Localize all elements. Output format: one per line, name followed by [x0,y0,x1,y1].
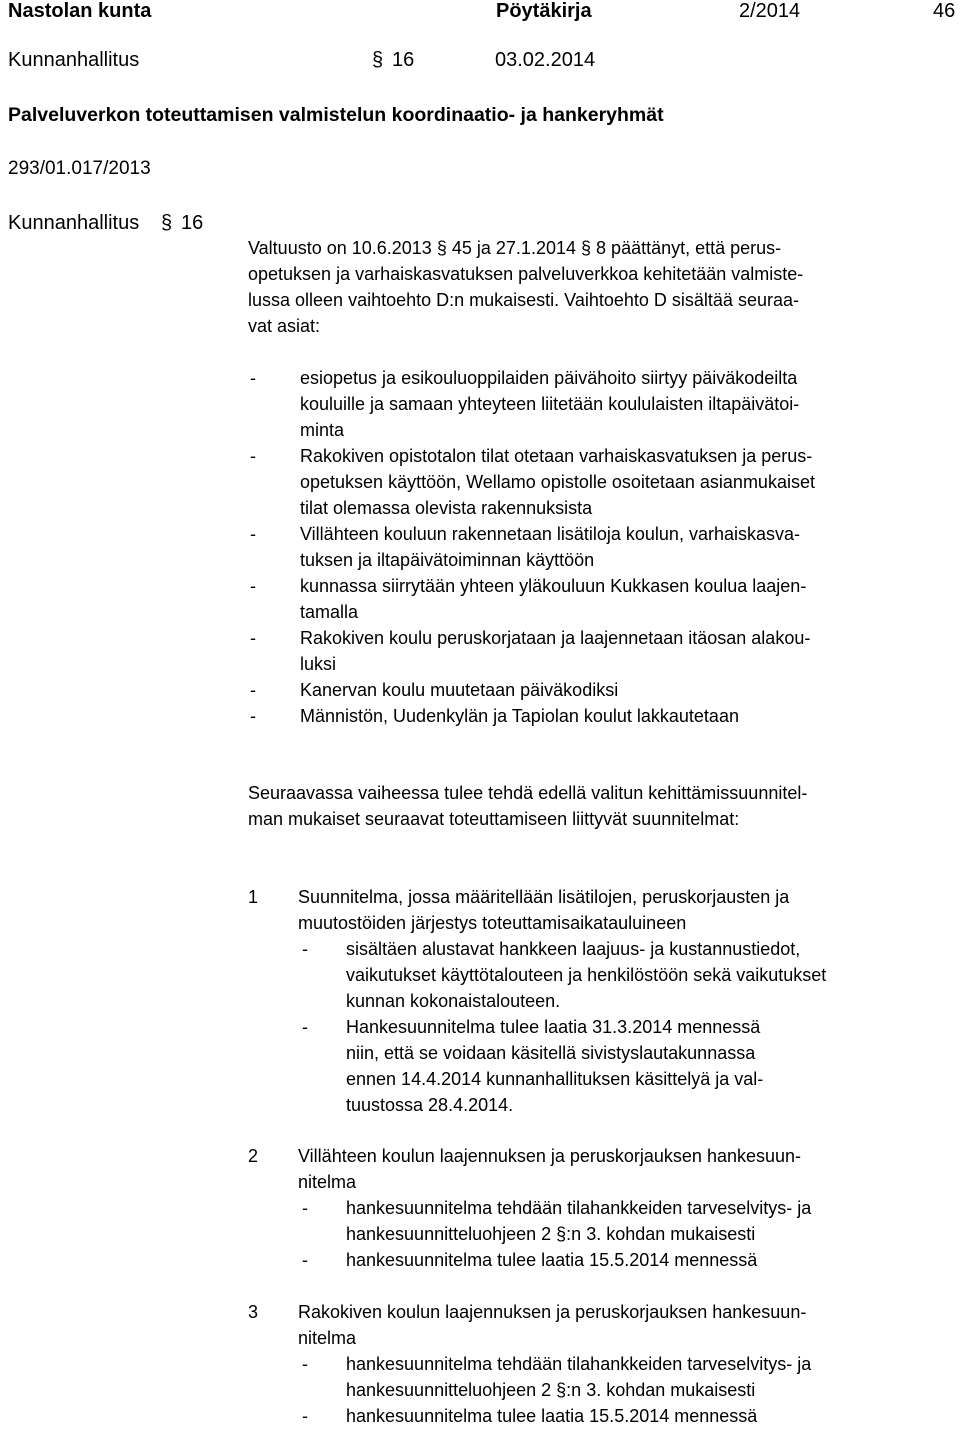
plan-number: 3 [248,1302,259,1322]
document-number: 2/2014 [739,0,801,22]
plan-title-line: nitelma [298,1328,357,1348]
intro-line-1a: Valtuusto on 10.6.2013 [248,238,432,258]
plan-sub-text-line: hankesuunnitelma tulee laatia 15.5.2014 mennessä [346,1250,758,1270]
plan-sub-text-line: hankesuunnitteluohjeen 2 §:n 3. kohdan mukaisesti [346,1224,756,1244]
bullet-dash: - [250,576,256,596]
bullet-dash: - [250,446,256,466]
bullet-text-line: Männistön, Uudenkylän ja Tapiolan koulut lakkautetaan [300,706,739,726]
bullet-text-line: luksi [300,654,337,674]
bullet-text-line: Villähteen kouluun rakennetaan lisätiloja koulun, varhaiskasva- [300,524,800,544]
meeting-section-number: 16 [181,212,204,234]
plan-sub-text-line: Hankesuunnitelma tulee laatia 31.3.2014 mennessä [346,1017,761,1037]
plan-sub-text-line: niin, että se voidaan käsitellä sivistyslautakunnassa [346,1043,756,1063]
plan-sub-dash: - [302,1250,308,1270]
bullet-text-line: tilat olemassa olevista rakennuksista [300,498,593,518]
header-date: 03.02.2014 [495,49,596,71]
header-body: Kunnanhallitus [8,49,140,71]
bullet-dash: - [250,524,256,544]
plan-title-line: Suunnitelma, jossa määritellään lisätilojen, peruskorjausten ja [298,887,790,907]
bullet-text-line: Rakokiven opistotalon tilat otetaan varhaiskasvatuksen ja perus- [300,446,813,466]
section-symbol: § [436,238,447,258]
plan-sub-dash: - [302,1354,308,1374]
plan-sub-dash: - [302,1017,308,1037]
bullet-text-line: tuksen ja iltapäivätoiminnan käyttöön [300,550,595,570]
diary-number: 293/01.017/2013 [8,158,151,179]
meeting-body: Kunnanhallitus [8,212,140,234]
plan-title-line: muutostöiden järjestys toteuttamisaikatauluineen [298,913,687,933]
plan-sub-dash: - [302,1198,308,1218]
plan-sub-text-line: kunnan kokonaistalouteen. [346,991,561,1011]
bullet-dash: - [250,706,256,726]
plan-sub-text-line: vaikutukset käyttötalouteen ja henkilöstöön sekä vaikutukset [346,965,827,985]
bullet-text-line: Rakokiven koulu peruskorjataan ja laajennetaan itäosan alakou- [300,628,811,648]
section-symbol: § [581,238,592,258]
bullet-text-line: kunnassa siirrytään yhteen yläkouluun Kukkasen koulua laajen- [300,576,807,596]
intro-line-2: opetuksen ja varhaiskasvatuksen palveluverkkoa kehitetään valmiste- [248,264,804,284]
bullet-text-line: Kanervan koulu muutetaan päiväkodiksi [300,680,619,700]
intro-line-1 [248,235,781,261]
plan-title-line: Rakokiven koulun laajennuksen ja peruskorjauksen hankesuun- [298,1302,807,1322]
plan-sub-text-line: ennen 14.4.2014 kunnanhallituksen käsittelyä ja val- [346,1069,764,1089]
plan-number: 1 [248,887,259,907]
plan-sub-text-line: hankesuunnitteluohjeen 2 §:n 3. kohdan mukaisesti [346,1380,756,1400]
page-title: Palveluverkon toteuttamisen valmistelun koordinaatio- ja hankeryhmät [8,104,664,126]
plan-title-line: Villähteen koulun laajennuksen ja peruskorjauksen hankesuun- [298,1146,802,1166]
page-number: 46 [933,0,956,22]
intro-line-1b: 45 ja 27.1.2014 [451,238,576,258]
bullet-dash: - [250,628,256,648]
plan-sub-text-line: hankesuunnitelma tehdään tilahankkeiden tarveselvitys- ja [346,1354,812,1374]
bullet-text-line: opetuksen käyttöön, Wellamo opistolle osoitetaan asianmukaiset [300,472,815,492]
organization-name: Nastolan kunta [8,0,152,22]
intro-line-1c: 8 päättänyt, että perus- [596,238,782,258]
plan-sub-text-line: hankesuunnitelma tehdään tilahankkeiden tarveselvitys- ja [346,1198,812,1218]
plan-sub-dash: - [302,939,308,959]
bullet-dash: - [250,368,256,388]
plan-number: 2 [248,1146,259,1166]
document-type: Pöytäkirja [496,0,592,22]
next-phase-line-1: Seuraavassa vaiheessa tulee tehdä edellä valitun kehittämissuunnitel- [248,783,808,803]
plan-sub-text-line: hankesuunnitelma tulee laatia 15.5.2014 mennessä [346,1406,758,1426]
header-section-number: 16 [392,49,415,71]
intro-line-3: lussa olleen vaihtoehto D:n mukaisesti. Vaihtoehto D sisältää seuraa- [248,290,799,310]
bullet-text-line: kouluille ja samaan yhteyteen liitetään koululaisten iltapäivätoi- [300,394,800,414]
next-phase-line-2: man mukaiset seuraavat toteuttamiseen liittyvät suunnitelmat: [248,809,740,829]
bullet-text-line: minta [300,420,345,440]
plan-sub-dash: - [302,1406,308,1426]
bullet-text-line: tamalla [300,602,359,622]
plan-title-line: nitelma [298,1172,357,1192]
plan-sub-text-line: sisältäen alustavat hankkeen laajuus- ja kustannustiedot, [346,939,801,959]
intro-line-4: vat asiat: [248,316,321,336]
bullet-dash: - [250,680,256,700]
header-section-symbol: § [372,49,384,71]
bullet-text-line: esiopetus ja esikouluoppilaiden päivähoito siirtyy päiväkodeilta [300,368,798,388]
plan-sub-text-line: tuustossa 28.4.2014. [346,1095,514,1115]
meeting-section-symbol: § [161,212,173,234]
